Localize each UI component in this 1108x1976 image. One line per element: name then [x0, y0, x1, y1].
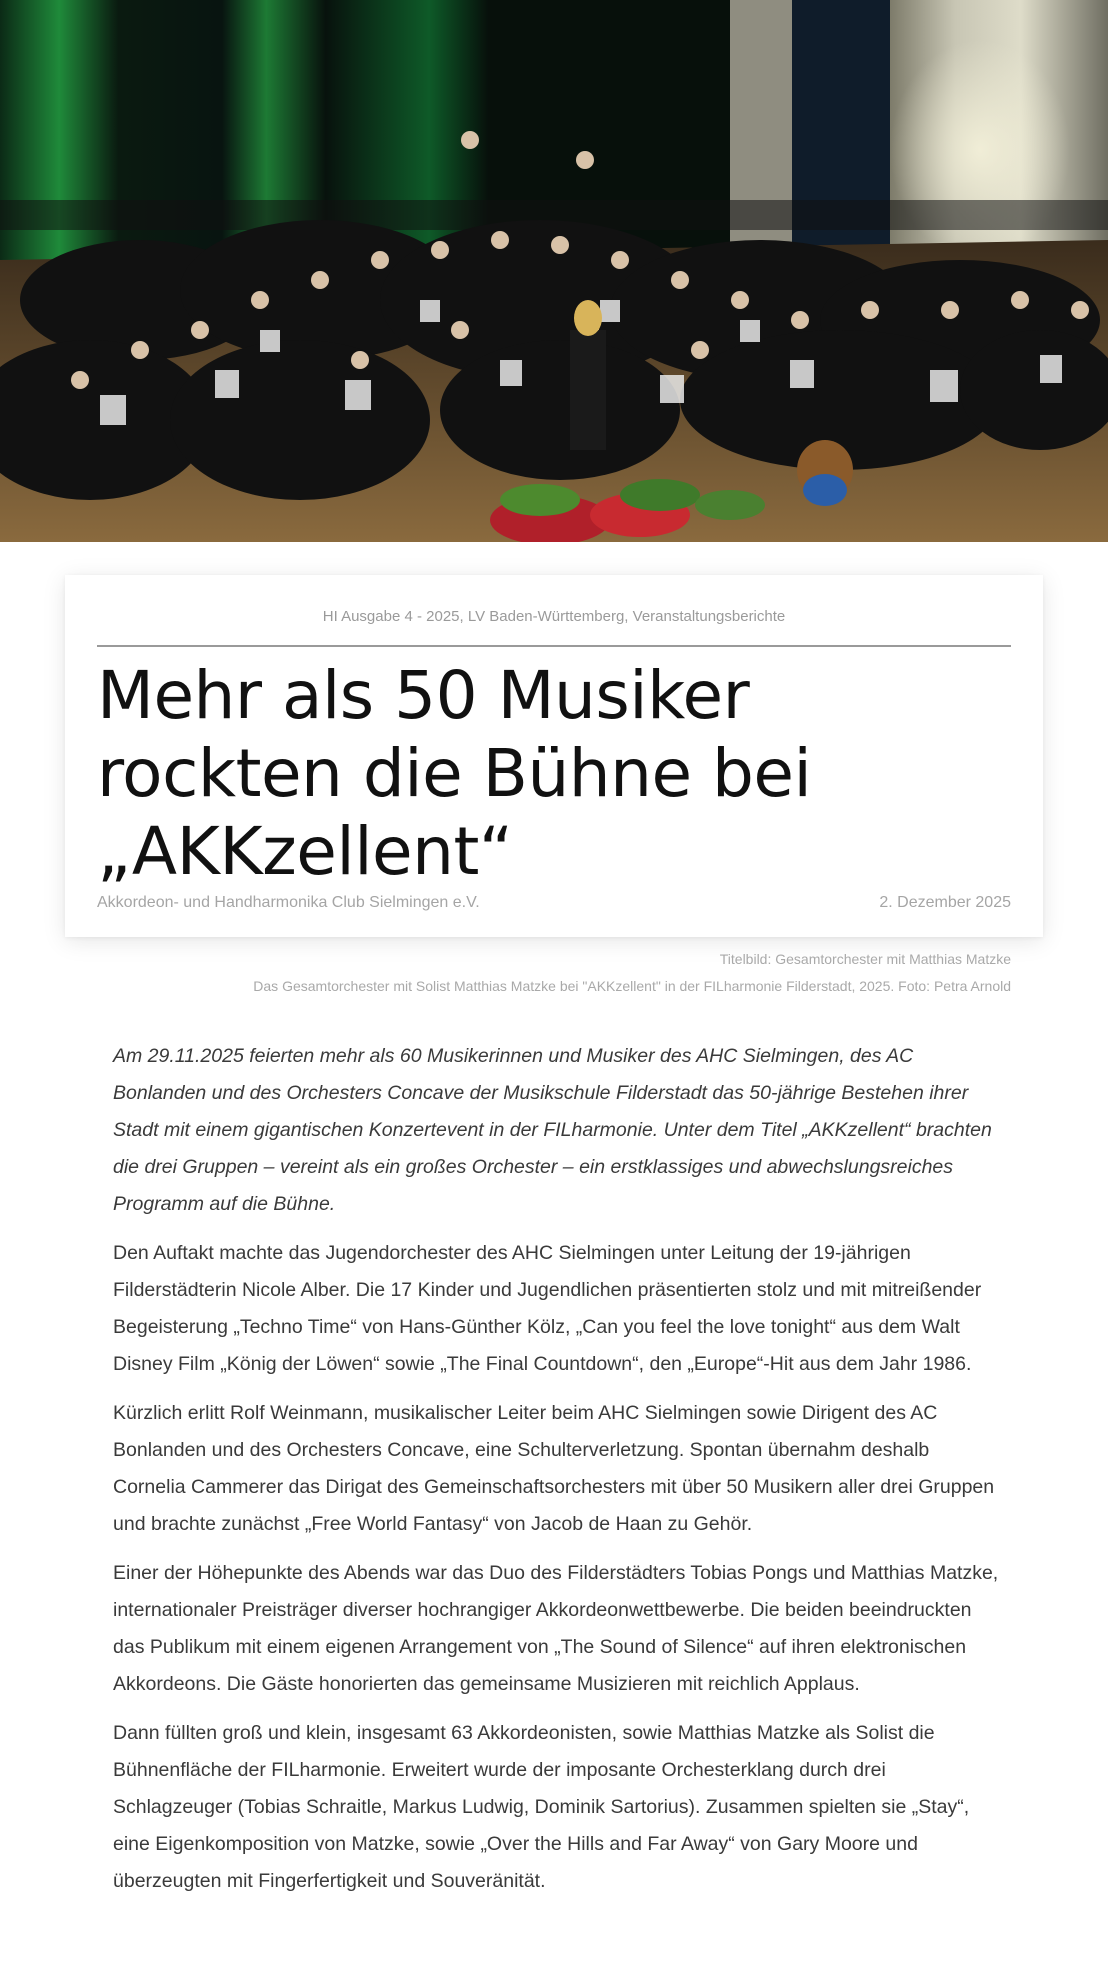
article-header-card [65, 575, 1043, 937]
hero-image [0, 0, 1108, 542]
caption-title: Titelbild: Gesamtorchester mit Matthias Matzke [719, 951, 1011, 967]
article-body [113, 1038, 1003, 1912]
caption-text: Das Gesamtorchester mit Solist Matthias Matzke bei "AKKzellent" in der FILharmonie Filderstadt, 2025. Foto: Petra Arnold [253, 978, 1011, 994]
article-lead-paragraph: Am 29.11.2025 feierten mehr als 60 Musikerinnen und Musiker des AHC Sielmingen, des AC Bonlanden und des Orchesters Concave der Musikschule Filderstadt das 50-jährige Bestehen ihrer Stadt mit einem gigantischen Konzertevent in der FILharmonie. Unter dem Titel „AKKzellent“ brachten die drei Gruppen – vereint als ein großes Orchester – ein erstklassiges und abwechslungsreiches Programm auf die Bühne. [113, 1045, 992, 1215]
concert-photo-image [0, 0, 1108, 542]
article-paragraph: Kürzlich erlitt Rolf Weinmann, musikalischer Leiter beim AHC Sielmingen sowie Dirigent des AC Bonlanden und des Orchesters Concave, eine Schulterverletzung. Spontan übernahm deshalb Cornelia Cammerer das Dirigat des Gemeinschaftsorchesters mit über 50 Musikern aller drei Gruppen und brachte zunächst „Free World Fantasy“ von Jacob de Haan zu Gehör. [113, 1402, 995, 1535]
divider [97, 645, 1011, 647]
article-paragraph: Dann füllten groß und klein, insgesamt 63 Akkordeonisten, sowie Matthias Matzke als Solist die Bühnenfläche der FILharmonie. Erweitert wurde der imposante Orchesterklang durch drei Schlagzeuger (Tobias Schraitle, Markus Ludwig, Dominik Sartorius). Zusammen spielten sie „Stay“, eine Eigenkomposition von Matzke, sowie „Over the Hills and Far Away“ von Gary Moore und überzeugten mit Fingerfertigkeit und Souveränität. [113, 1722, 970, 1892]
article-paragraph: Den Auftakt machte das Jugendorchester des AHC Sielmingen unter Leitung der 19-jährigen Filderstädterin Nicole Alber. Die 17 Kinder und Jugendlichen präsentierten stolz und mit mitreißender Begeisterung „Techno Time“ von Hans-Günther Kölz, „Can you feel the love tonight“ aus dem Walt Disney Film „König der Löwen“ sowie „The Final Countdown“, den „Europe“-Hit aus dem Jahr 1986. [113, 1242, 982, 1375]
page-title: Mehr als 50 Musiker rockten die Bühne bei „AKKzellent“ [97, 657, 812, 890]
post-categories[interactable]: HI Ausgabe 4 - 2025, LV Baden-Württemberg, Veranstaltungsberichte [322, 608, 786, 625]
article-paragraph: Einer der Höhepunkte des Abends war das Duo des Filderstädters Tobias Pongs und Matthias Matzke, internationaler Preisträger diverser hochrangiger Akkordeonwettbewerbe. Die beiden beeindruckten das Publikum mit einem eigenen Arrangement von „The Sound of Silence“ auf ihren elektronischen Akkordeons. Die Gäste honorierten das gemeinsame Musizieren mit reichlich Applaus. [113, 1562, 999, 1695]
post-date: 2. Dezember 2025 [879, 894, 1011, 911]
image-caption [253, 946, 1011, 1000]
post-author[interactable]: Akkordeon- und Handharmonika Club Sielmingen e.V. [97, 894, 480, 911]
